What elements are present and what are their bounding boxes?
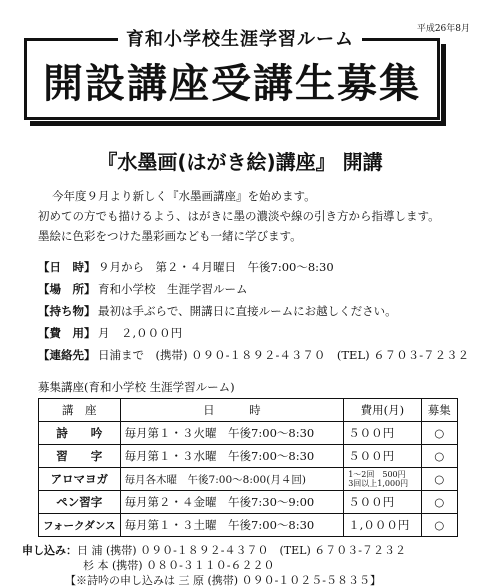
course-name: アロマヨガ (39, 468, 121, 491)
course-fee: ５００円 (344, 491, 421, 514)
info-fee (38, 325, 182, 341)
course-name: 習 字 (39, 445, 121, 468)
info-label: 【持ち物】 (38, 304, 96, 318)
courses-table (38, 398, 458, 537)
header-datetime: 日 時 (120, 399, 344, 422)
course-name: ペン習字 (39, 491, 121, 514)
intro-paragraph-1: 今年度９月より新しく『水墨画講座』を始めます。 (52, 189, 316, 203)
course-time: 毎月第２・４金曜 午後7:30～9:00 (120, 491, 344, 514)
document-date: 平成26年8月 (416, 24, 470, 34)
info-value: 日浦まで (携帯) ０９０-１８９２-４３７０ (TEL) ６７０３-７２３２ (98, 348, 470, 362)
apply-contact-1: 日 浦 (携帯) ０９０-１８９２-４３７０ (TEL) ６７０３-７２３２ (77, 544, 406, 557)
course-open: ○ (421, 468, 458, 491)
info-value: 月 ２,０００円 (98, 326, 183, 340)
info-value: 育和小学校 生涯学習ルーム (98, 282, 248, 296)
info-value: 最初は手ぶらで、開講日に直接ルームにお越しください。 (98, 304, 397, 318)
course-open: ○ (421, 491, 458, 514)
info-datetime (38, 259, 334, 275)
course-open: ○ (421, 445, 458, 468)
info-label: 【日 時】 (38, 260, 96, 274)
main-title: 開設講座受講生募集 (43, 61, 421, 107)
intro-paragraph-3: 墨絵に色彩をつけた墨彩画なども一緒に学びます。 (38, 229, 302, 243)
intro-paragraph-2: 初めての方でも描けるよう、はがきに墨の濃淡や線の引き方から指導します。 (38, 209, 440, 223)
apply-contact-2: 杉 本 (携帯) ０８０-３１１０-６２２０ (83, 559, 275, 572)
info-place (38, 281, 248, 297)
course-fee-line2: 3回以上1,000円 (348, 479, 409, 488)
org-title-wrap (0, 25, 480, 51)
info-value: ９月から 第２・４月曜日 午後7:00～8:30 (98, 260, 334, 274)
header-fee: 費用(月) (344, 399, 421, 422)
apply-contact-3: 【※詩吟の申し込みは 三 原 (携帯) ０９０-１０２５-５８３５】 (65, 574, 382, 587)
course-time: 毎月第１・３水曜 午後7:00～8:30 (120, 445, 344, 468)
table-row (39, 422, 458, 445)
table-row (39, 468, 458, 491)
course-name: フォークダンス (39, 514, 121, 537)
table-row (39, 445, 458, 468)
course-time: 毎月第１・３土曜 午後7:00～8:30 (120, 514, 344, 537)
course-fee-line1: 1～2回 500円 (348, 470, 406, 479)
table-header-row (39, 399, 458, 422)
course-time: 毎月第１・３火曜 午後7:00～8:30 (120, 422, 344, 445)
header-course: 講 座 (39, 399, 121, 422)
header-open: 募集 (421, 399, 458, 422)
course-open: ○ (421, 514, 458, 537)
course-open: ○ (421, 422, 458, 445)
info-contact (38, 347, 469, 363)
course-title: 『水墨画(はがき絵)講座』 開講 (97, 150, 383, 174)
table-row (39, 514, 458, 537)
course-fee: ５００円 (344, 422, 421, 445)
info-label: 【場 所】 (38, 282, 96, 296)
table-row (39, 491, 458, 514)
apply-label: 申し込み： (22, 544, 77, 557)
org-title: 育和小学校生涯学習ルーム (118, 29, 362, 50)
application-contacts (22, 543, 406, 588)
course-time: 毎月各木曜 午後7:00～8:00(月４回) (120, 468, 344, 491)
apply-line-1 (22, 543, 406, 558)
info-belongings (38, 303, 397, 319)
course-name: 詩 吟 (39, 422, 121, 445)
table-caption: 募集講座(育和小学校 生涯学習ルーム) (38, 380, 235, 394)
info-label: 【連絡先】 (38, 348, 96, 362)
course-fee (344, 468, 421, 491)
course-fee: ５００円 (344, 445, 421, 468)
info-label: 【費 用】 (38, 326, 96, 340)
course-fee: １,０００円 (344, 514, 421, 537)
